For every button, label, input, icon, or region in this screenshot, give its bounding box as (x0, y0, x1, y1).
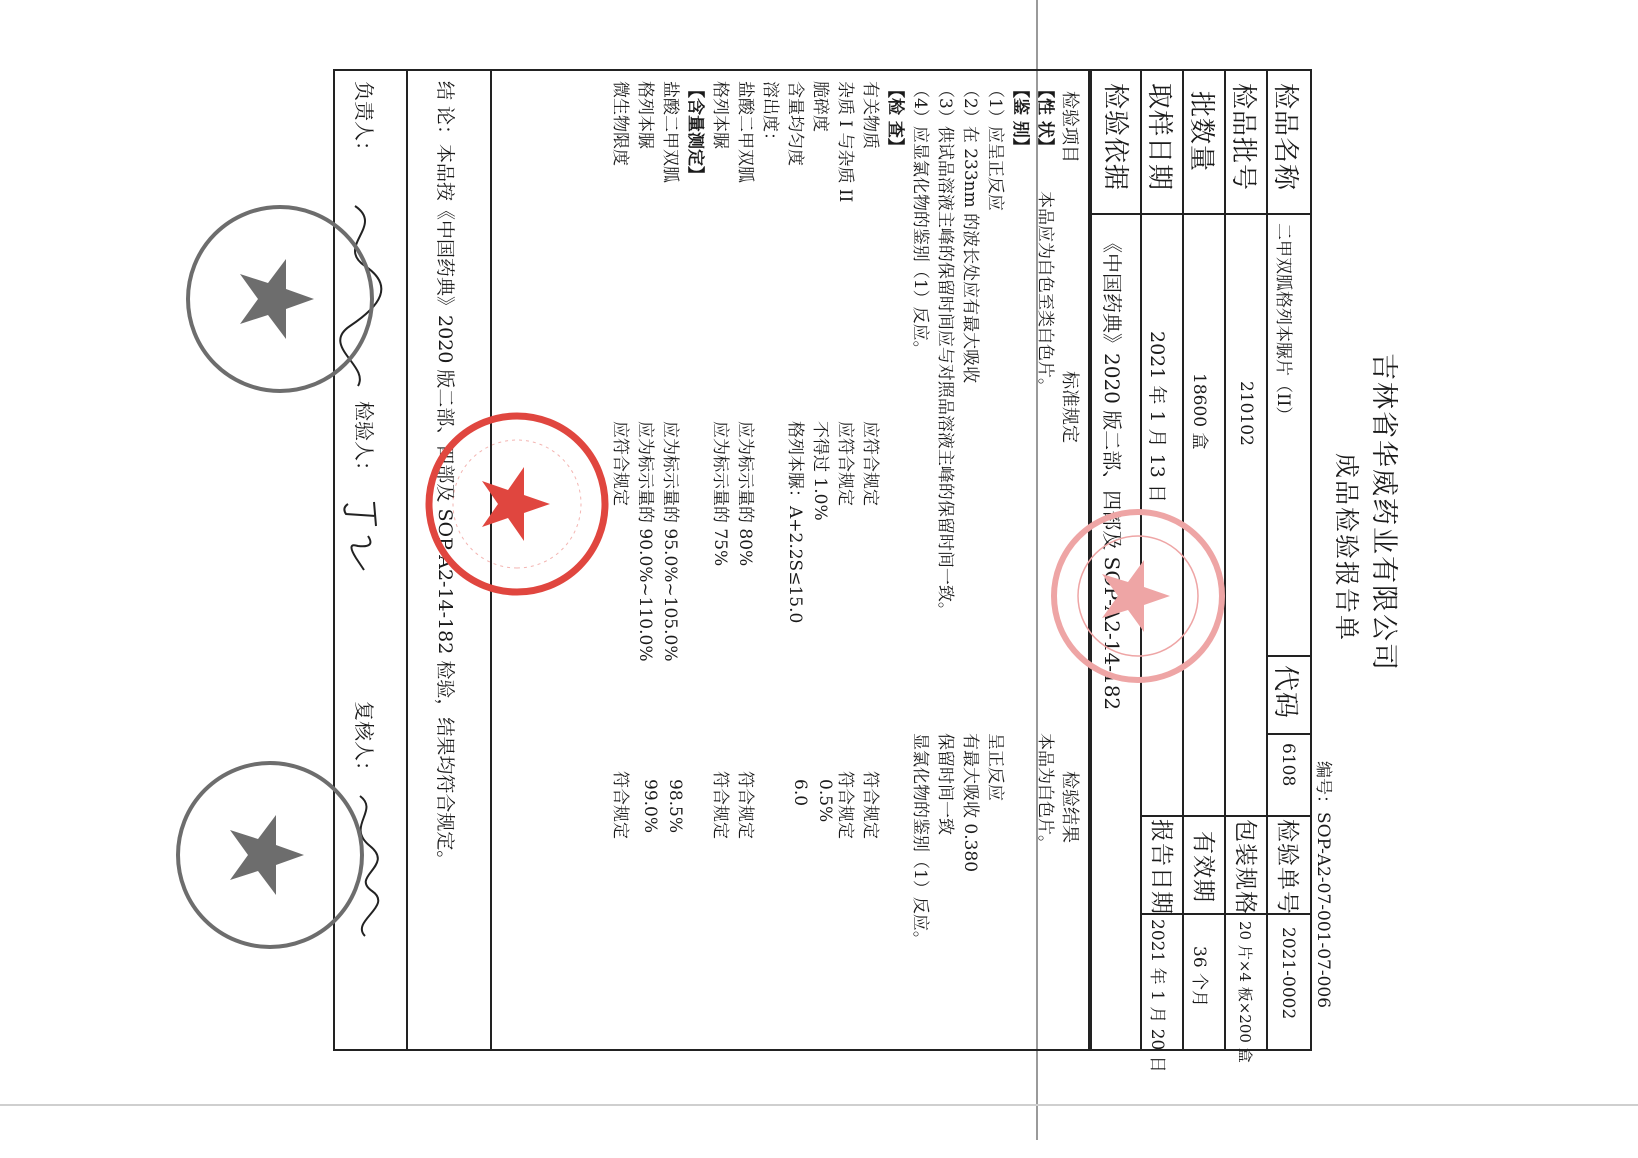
value-validity: 36 个月 (1189, 946, 1209, 1008)
item-label: 含量均匀度 (785, 81, 805, 166)
value-product-name: 二甲双胍格列本脲片（II） (1273, 223, 1293, 424)
item-label: 有关物质 (860, 81, 880, 149)
value-package-spec: 20 片×4 板×200 盒 (1236, 921, 1254, 1063)
signature-divider (406, 69, 408, 1049)
header-col-divider (1268, 733, 1312, 735)
conclusion-text: 结 论：本品按《中国药典》2020 版二部、四部及 SOP-A2-14-182 检验，结果均符合规定。 (434, 81, 456, 870)
item-result: 99.0% (640, 779, 660, 834)
item-result: 0.5% (815, 779, 835, 823)
item-label: 【检 查】 (885, 81, 905, 155)
header-col-divider (1090, 213, 1312, 215)
item-result: 符合规定 (710, 771, 730, 839)
item-label: （2）在 233nm 的波长处应有最大吸收 (960, 81, 980, 384)
value-batch-quantity: 18600 盒 (1189, 373, 1209, 450)
label-test-basis: 检验依据 (1100, 83, 1130, 192)
label-batch-quantity: 批数量 (1186, 91, 1216, 173)
label-test-number: 检验单号 (1274, 819, 1300, 915)
item-result: 符合规定 (835, 771, 855, 839)
item-label: 【鉴 别】 (1010, 81, 1030, 155)
item-standard: 应为标示量的 90.0%~110.0% (635, 421, 655, 662)
header-col-divider (1268, 655, 1312, 657)
label-validity: 有效期 (1190, 831, 1216, 903)
item-label: 【性 状】 (1035, 81, 1055, 155)
item-result: 98.5% (665, 779, 685, 834)
column-header-item: 检验项目 (1059, 91, 1080, 163)
item-label: 脆碎度 (810, 81, 830, 132)
item-result: 6.0 (790, 779, 810, 807)
item-result: 保留时间一致 (935, 733, 955, 835)
label-sampling-date: 取样日期 (1144, 83, 1174, 192)
item-result: 符合规定 (735, 771, 755, 839)
item-label: 溶出度： (760, 81, 780, 149)
header-row-divider (1266, 69, 1268, 1049)
item-label: 【含量测定】 (685, 81, 705, 183)
item-result: 呈正反应 (985, 733, 1005, 801)
item-standard: 应为标示量的 75% (710, 421, 730, 567)
company-quality-seal (422, 409, 612, 599)
inspector-label: 检验人： (352, 401, 376, 481)
item-label: 杂质 I 与杂质 II (835, 81, 855, 203)
item-result: 本品为白色片。 (1035, 733, 1055, 852)
item-standard: 应符合规定 (610, 421, 630, 506)
dept-seal-left (180, 199, 380, 399)
document-sheet (210, 1, 1410, 1155)
label-report-date: 报告日期 (1148, 819, 1174, 915)
item-result: 符合规定 (860, 771, 880, 839)
report-title: 成品检验报告单 (1332, 453, 1361, 643)
reviewer-label: 复核人： (352, 701, 376, 781)
item-standard: 本品应为白色至类白色片。 (1035, 191, 1055, 395)
value-test-number: 2021-0002 (1278, 927, 1298, 1020)
item-label: 盐酸二甲双胍 (735, 81, 755, 183)
item-standard: 应符合规定 (860, 421, 880, 506)
label-product-name: 检品名称 (1270, 83, 1300, 192)
pink-seal (1048, 506, 1228, 686)
dept-seal-right (170, 755, 370, 955)
value-sampling-date: 2021 年 1 月 13 日 (1146, 331, 1168, 503)
header-col-divider (1142, 815, 1312, 817)
value-code: 6108 (1278, 743, 1298, 787)
value-batch-number: 210102 (1236, 381, 1256, 446)
item-result: 符合规定 (610, 771, 630, 839)
item-label: （1）应呈正反应 (985, 81, 1005, 211)
item-label: 格列本脲 (710, 81, 730, 149)
value-test-basis: 《中国药典》2020 版二部、四部及 SOP-A2-14-182 (1100, 233, 1124, 711)
label-package-spec: 包装规格 (1232, 819, 1258, 915)
value-report-date: 2021 年 1 月 20 日 (1147, 919, 1167, 1073)
column-header-result: 检验结果 (1059, 771, 1080, 843)
item-label: 盐酸二甲双胍 (660, 81, 680, 183)
item-standard: 应为标示量的 80% (735, 421, 755, 567)
item-standard: 应符合规定 (835, 421, 855, 506)
label-code: 代码 (1270, 665, 1300, 720)
item-label: （3）供试品溶液主峰的保留时间应与对照品溶液主峰的保留时间一致。 (935, 81, 955, 619)
label-batch-number: 检品批号 (1228, 83, 1258, 192)
responsible-label: 负责人： (352, 81, 376, 161)
item-standard: 格列本脲：A+2.2S≤15.0 (785, 421, 805, 624)
column-header-standard: 标准规定 (1059, 371, 1080, 443)
item-standard: 不得过 1.0% (810, 421, 830, 521)
item-standard: 应为标示量的 95.0%~105.0% (660, 421, 680, 662)
item-result: 有最大吸收 0.380 (960, 733, 980, 873)
item-result: 显氯化物的鉴别（1）反应。 (910, 733, 930, 948)
item-label: （4）应显氯化物的鉴别（1）反应。 (910, 81, 930, 358)
item-label: 格列本脲 (635, 81, 655, 149)
item-label: 微生物限度 (610, 81, 630, 166)
document-number: 编号：SOP-A2-07-001-07-006 (1313, 761, 1333, 1009)
inspector-signature (336, 496, 386, 576)
company-name: 吉林省华威药业有限公司 (1368, 353, 1399, 672)
